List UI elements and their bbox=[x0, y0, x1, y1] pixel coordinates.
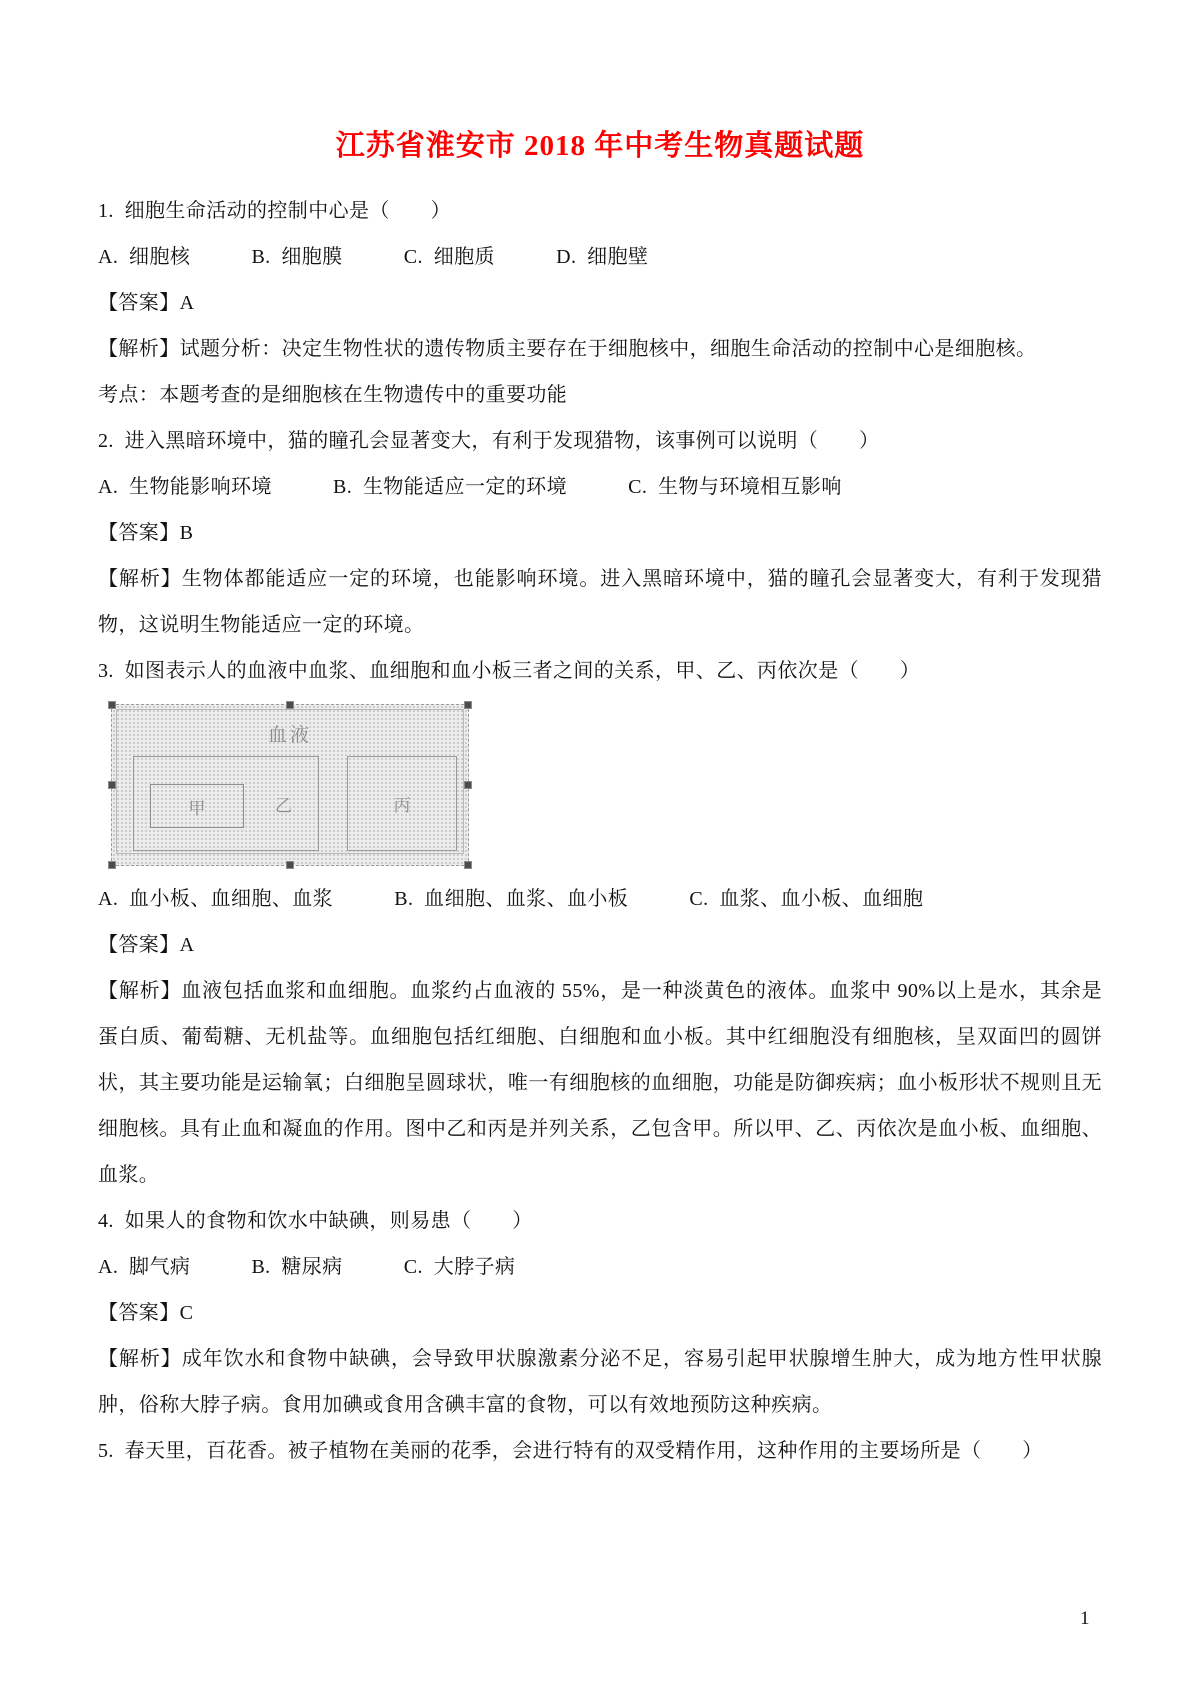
document-title: 江苏省淮安市 2018 年中考生物真题试题 bbox=[335, 130, 865, 162]
figure-box-bing bbox=[347, 756, 457, 851]
question-3-text: 3. 如图表示人的血液中血浆、血细胞和血小板三者之间的关系，甲、乙、丙依次是（ ） bbox=[98, 660, 921, 682]
question-2-options: A. 生物能影响环境 B. 生物能适应一定的环境 C. 生物与环境相互影响 bbox=[98, 476, 842, 498]
question-5-text: 5. 春天里，百花香。被子植物在美丽的花季，会进行特有的双受精作用，这种作用的主要场所是（ ） bbox=[98, 1440, 1043, 1462]
figure-box-jia bbox=[150, 784, 244, 828]
figure-outer-frame bbox=[116, 709, 464, 854]
question-4-analysis: 【解析】成年饮水和食物中缺碘，会导致甲状腺激素分泌不足，容易引起甲状腺增生肿大，成为地方性甲状腺肿，俗称大脖子病。食用加碘或食用含碘丰富的食物，可以有效地预防这种疾病。 bbox=[98, 1348, 1102, 1416]
selection-handle-top-center[interactable] bbox=[286, 701, 294, 709]
question-4-answer: 【答案】C bbox=[98, 1302, 194, 1324]
question-2-analysis: 【解析】生物体都能适应一定的环境，也能影响环境。进入黑暗环境中，猫的瞳孔会显著变大，有利于发现猎物，这说明生物能适应一定的环境。 bbox=[98, 568, 1102, 636]
figure-label-bing: 丙 bbox=[393, 796, 411, 815]
question-2-answer: 【答案】B bbox=[98, 522, 194, 544]
selection-handle-bottom-left[interactable] bbox=[108, 861, 116, 869]
selection-handle-mid-right[interactable] bbox=[464, 781, 472, 789]
question-4-options: A. 脚气病 B. 糖尿病 C. 大脖子病 bbox=[98, 1256, 516, 1278]
selection-handle-bottom-right[interactable] bbox=[464, 861, 472, 869]
document-page bbox=[98, 126, 1102, 1474]
figure-box-yi bbox=[133, 756, 319, 851]
selection-handle-top-left[interactable] bbox=[108, 701, 116, 709]
selection-handle-mid-left[interactable] bbox=[108, 781, 116, 789]
selection-handle-bottom-center[interactable] bbox=[286, 861, 294, 869]
question-3-options: A. 血小板、血细胞、血浆 B. 血细胞、血浆、血小板 C. 血浆、血小板、血细胞 bbox=[98, 888, 924, 910]
question-3-answer: 【答案】A bbox=[98, 934, 195, 956]
question-4-text: 4. 如果人的食物和饮水中缺碘，则易患（ ） bbox=[98, 1210, 533, 1232]
figure-label-jia: 甲 bbox=[188, 798, 206, 818]
question-1-analysis: 【解析】试题分析：决定生物性状的遗传物质主要存在于细胞核中，细胞生命活动的控制中心是细胞核。 bbox=[98, 338, 1037, 360]
figure-label-yi: 乙 bbox=[275, 796, 292, 815]
question-1-text: 1. 细胞生命活动的控制中心是（ ） bbox=[98, 200, 451, 222]
question-3-analysis: 【解析】血液包括血浆和血细胞。血浆约占血液的 55%，是一种淡黄色的液体。血浆中 90%以上是水，其余是蛋白质、葡萄糖、无机盐等。血细胞包括红细胞、白细胞和血小板。其中红细胞没有细胞核，呈双面凹的圆饼状，其主要功能是运输氧；白细胞呈圆球状，唯一有细胞核的血细胞，功能是防御疾病；血小板形状不规则且无细胞核。具有止血和凝血的作用。图中乙和丙是并列关系，乙包含甲。所以甲、乙、丙依次是血小板、血细胞、血浆。 bbox=[98, 980, 1102, 1186]
question-1-answer: 【答案】A bbox=[98, 292, 195, 314]
question-1-keypoint: 考点：本题考查的是细胞核在生物遗传中的重要功能 bbox=[98, 384, 568, 406]
question-2-text: 2. 进入黑暗环境中，猫的瞳孔会显著变大，有利于发现猎物，该事例可以说明（ ） bbox=[98, 430, 880, 452]
blood-composition-figure[interactable] bbox=[111, 704, 469, 866]
selection-handle-top-right[interactable] bbox=[464, 701, 472, 709]
figure-label-blood: 血液 bbox=[267, 725, 312, 746]
question-1-options: A. 细胞核 B. 细胞膜 C. 细胞质 D. 细胞壁 bbox=[98, 246, 649, 268]
page-number: 1 bbox=[1080, 1608, 1090, 1629]
